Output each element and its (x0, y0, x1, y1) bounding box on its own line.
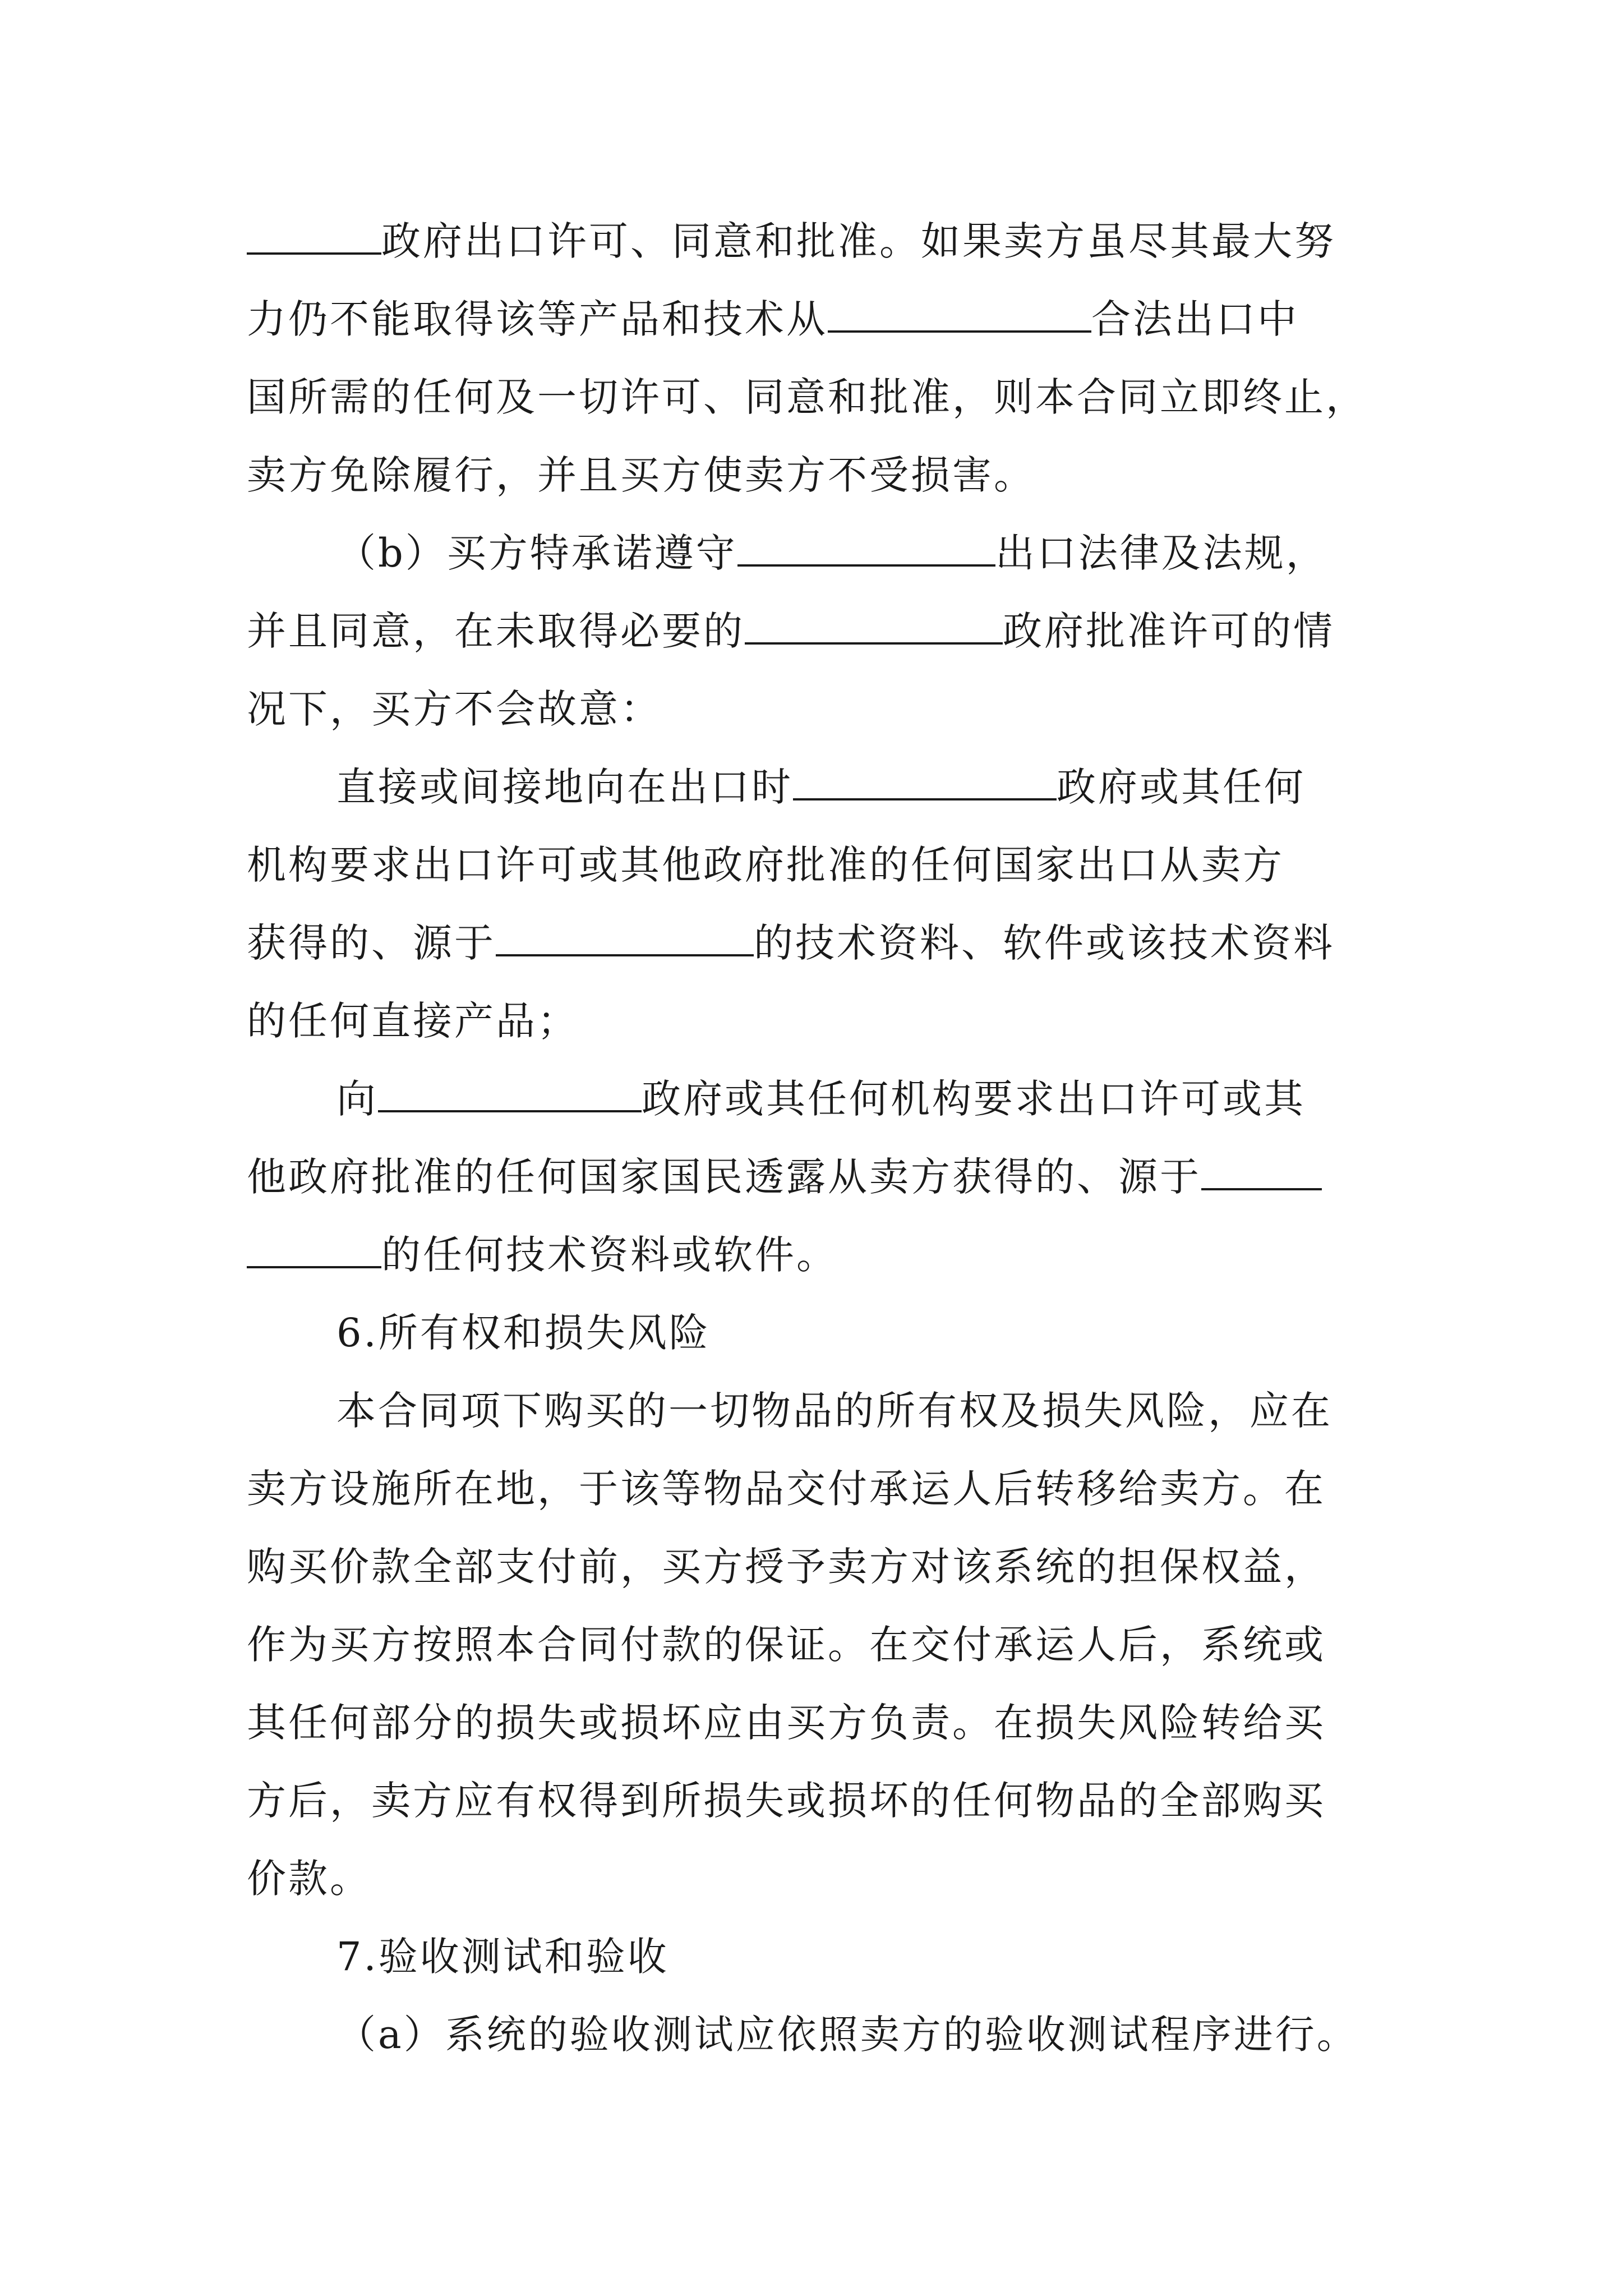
line-text: 价款。 (247, 1856, 371, 1902)
text-line (336, 511, 1475, 595)
fill-blank (828, 298, 1091, 333)
line-text: 况下，买方不会故意： (247, 686, 662, 732)
line-text: 的任何直接产品； (247, 998, 579, 1044)
fill-blank (247, 1234, 381, 1268)
text-line (247, 1525, 1385, 1609)
text-line (247, 277, 1385, 361)
text-line (247, 667, 1385, 751)
fill-blank (737, 532, 995, 567)
section-heading (336, 1915, 1475, 1999)
line-text: 机构要求出口许可或其他政府批准的任何国家出口从卖方 (247, 842, 1284, 888)
line-text: 的技术资料、软件或该技术资料 (754, 920, 1335, 966)
text-line (247, 1681, 1385, 1765)
line-text: 他政府批准的任何国家国民透露从卖方获得的、源于 (247, 1154, 1201, 1200)
section-heading (336, 1291, 1475, 1375)
text-line (336, 745, 1475, 829)
line-text: 购买价款全部支付前，买方授予卖方对该系统的担保权益， (247, 1544, 1326, 1590)
text-line (247, 979, 1385, 1063)
line-text: 获得的、源于 (247, 920, 496, 966)
line-text: 政府或其任何机构要求出口许可或其 (642, 1076, 1306, 1122)
line-text: 并且同意，在未取得必要的 (247, 608, 745, 654)
line-text: 国所需的任何及一切许可、同意和批准，则本合同立即终止， (247, 374, 1367, 420)
fill-blank (247, 220, 381, 255)
text-line (247, 355, 1385, 439)
text-line (247, 433, 1385, 517)
line-text: 卖方设施所在地，于该等物品交付承运人后转移给卖方。在 (247, 1466, 1326, 1512)
text-line (336, 1369, 1475, 1453)
fill-blank (745, 610, 1003, 645)
line-text: 卖方免除履行，并且买方使卖方不受损害。 (247, 452, 1035, 498)
text-line (247, 901, 1385, 985)
line-text: 直接或间接地向在出口时 (336, 764, 793, 810)
text-line (247, 589, 1385, 673)
line-text: 作为买方按照本合同付款的保证。在交付承运人后，系统或 (247, 1622, 1326, 1668)
line-text: 合法出口中 (1091, 296, 1299, 342)
text-line (247, 1135, 1385, 1219)
text-line (336, 1057, 1475, 1141)
text-line (247, 1447, 1385, 1531)
text-line (247, 1603, 1385, 1687)
line-text: 的任何技术资料或软件。 (381, 1232, 838, 1278)
line-text: （b）买方特承诺遵守 (336, 530, 737, 576)
fill-blank (378, 1078, 642, 1112)
fill-blank (1201, 1156, 1322, 1190)
line-text: 方后，卖方应有权得到所损失或损坏的任何物品的全部购买 (247, 1778, 1326, 1824)
line-text: 政府出口许可、同意和批准。如果卖方虽尽其最大努 (381, 218, 1336, 264)
text-line (247, 1213, 1385, 1297)
line-text: 出口法律及法规， (995, 530, 1327, 576)
line-text: 其任何部分的损失或损坏应由买方负责。在损失风险转给买 (247, 1700, 1326, 1746)
text-line (247, 1837, 1385, 1921)
text-line (247, 199, 1385, 283)
line-text: 7.验收测试和验收 (336, 1934, 669, 1980)
text-line (336, 1993, 1424, 2077)
fill-blank (496, 922, 754, 956)
line-text: 6.所有权和损失风险 (336, 1310, 711, 1356)
text-line (247, 1759, 1385, 1843)
line-text: 力仍不能取得该等产品和技术从 (247, 296, 828, 342)
line-text: （a）系统的验收测试应依照卖方的验收测试程序进行。 (336, 2012, 1358, 2058)
text-line (247, 823, 1385, 907)
line-text: 政府批准许可的情 (1003, 608, 1335, 654)
line-text: 本合同项下购买的一切物品的所有权及损失风险，应在 (336, 1388, 1332, 1434)
line-text: 政府或其任何 (1057, 764, 1306, 810)
line-text: 向 (336, 1076, 378, 1122)
fill-blank (793, 766, 1057, 800)
